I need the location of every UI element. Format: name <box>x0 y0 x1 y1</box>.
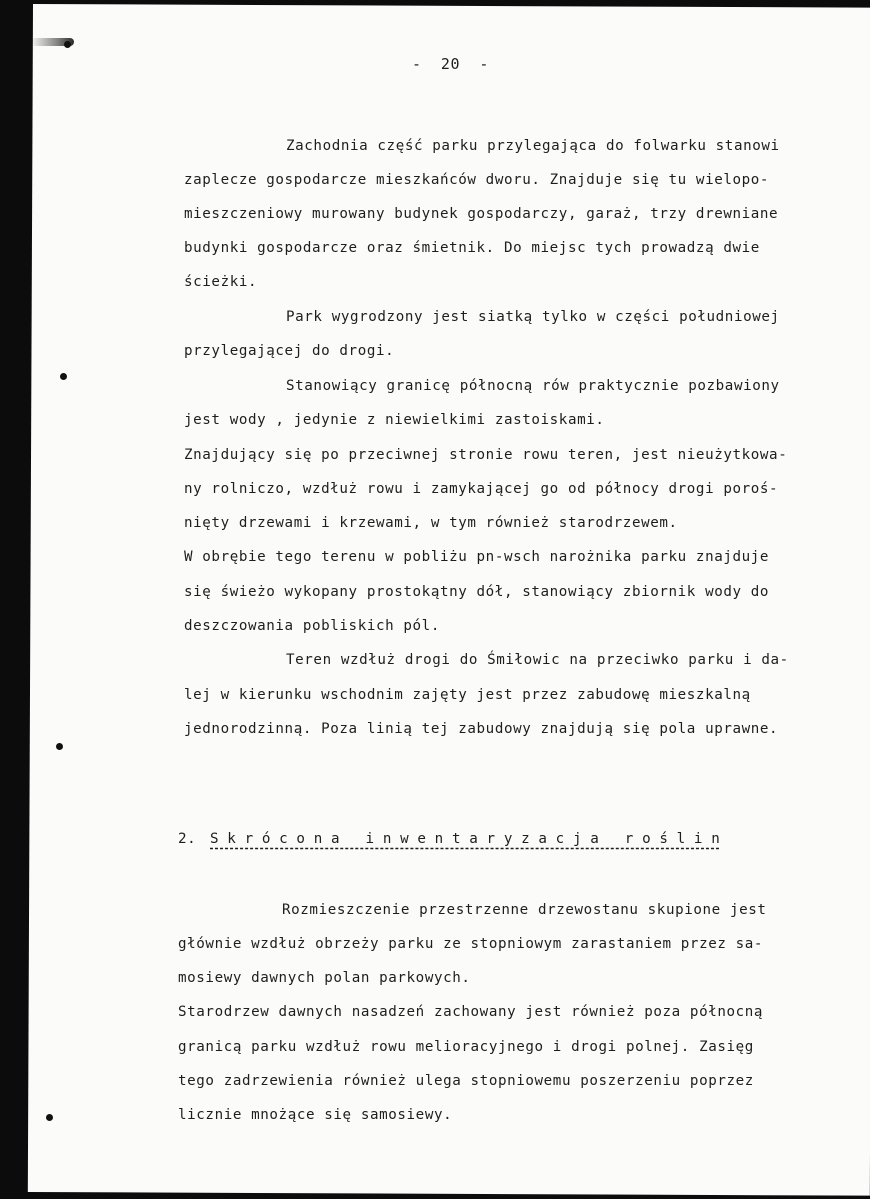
text-line: jednorodzinną. Poza linią tej zabudowy znajdują się pola uprawne. <box>184 721 779 737</box>
text-line: ścieżki. <box>184 274 258 290</box>
text-line: Znajdujący się po przeciwnej stronie rowu teren, jest nieużytkowa- <box>184 447 788 463</box>
text-line: granicą parku wzdłuż rowu melioracyjnego i drogi polnej. Zasięg <box>178 1039 754 1055</box>
text-line: licznie mnożące się samosiewy. <box>178 1107 453 1123</box>
text-line: się świeżo wykopany prostokątny dół, stanowiący zbiornik wody do <box>184 584 770 600</box>
text-line: mosiewy dawnych polan parkowych. <box>178 970 471 986</box>
page-number: - 20 - <box>412 55 490 73</box>
text-line: ny rolniczo, wzdłuż rowu i zamykającej go od północy drogi poroś- <box>184 481 779 497</box>
text-line: zaplecze gospodarcze mieszkańców dworu. Znajduje się tu wielopo- <box>184 172 770 188</box>
text-line: Teren wzdłuż drogi do Śmiłowic na przeciwko parku i da- <box>286 652 789 668</box>
text-line: nięty drzewami i krzewami, w tym również starodrzewem. <box>184 515 678 531</box>
section-number: 2. <box>178 831 197 847</box>
section-heading: S k r ó c o n a i n w e n t a r y z a c j a r o ś l i n <box>210 831 720 847</box>
text-line: Zachodnia część parku przylegająca do folwarku stanowi <box>286 138 780 154</box>
text-line: jest wody , jedynie z niewielkimi zastoiskami. <box>184 412 605 428</box>
text-line: Stanowiący granicę północną rów praktycznie pozbawiony <box>286 378 780 394</box>
text-line: Starodrzew dawnych nasadzeń zachowany jest również poza północną <box>178 1004 764 1020</box>
text-line: głównie wzdłuż obrzeży parku ze stopniowym zarastaniem przez sa- <box>178 936 764 952</box>
text-line: W obrębie tego terenu w pobliżu pn-wsch narożnika parku znajduje <box>184 549 770 565</box>
text-line: Rozmieszczenie przestrzenne drzewostanu skupione jest <box>282 902 767 918</box>
text-line: przylegającej do drogi. <box>184 343 395 359</box>
text-line: tego zadrzewienia również ulega stopniowemu poszerzeniu poprzez <box>178 1073 754 1089</box>
text-line: Park wygrodzony jest siatką tylko w części południowej <box>286 309 780 325</box>
text-line: budynki gospodarcze oraz śmietnik. Do miejsc tych prowadzą dwie <box>184 240 760 256</box>
text-line: lej w kierunku wschodnim zajęty jest przez zabudowę mieszkalną <box>184 687 751 703</box>
text-line: deszczowania pobliskich pól. <box>184 618 440 634</box>
text-line: mieszczeniowy murowany budynek gospodarczy, garaż, trzy drewniane <box>184 206 779 222</box>
